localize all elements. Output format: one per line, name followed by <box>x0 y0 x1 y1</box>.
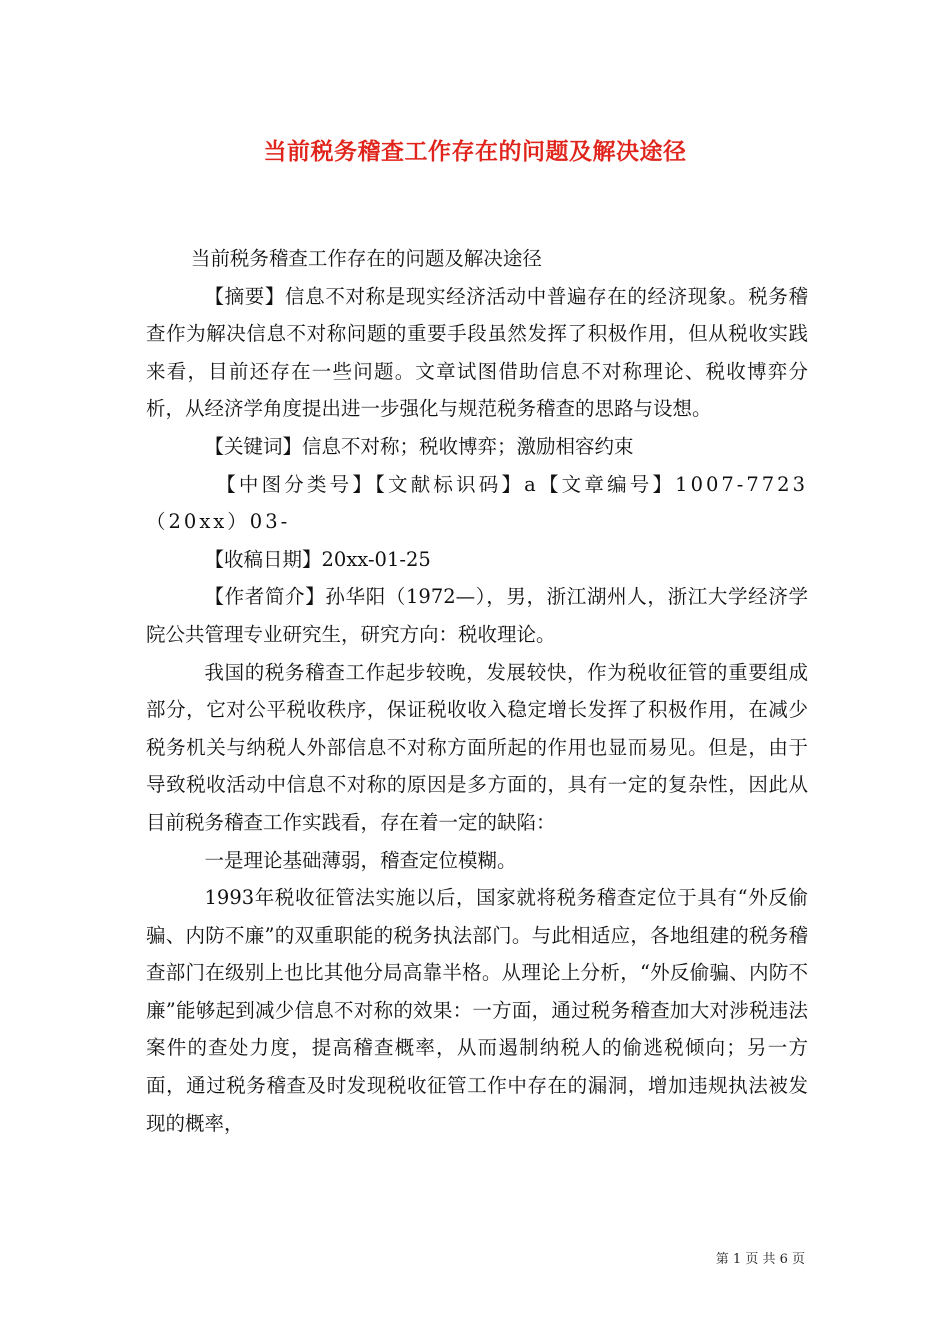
document-title: 当前税务稽查工作存在的问题及解决途径 <box>263 138 687 165</box>
body-paragraph: 我国的税务稽查工作起步较晚，发展较快，作为税收征管的重要组成部分，它对公平税收秩序，保证税收收入稳定增长发挥了积极作用，在减少税务机关与纳税人外部信息不对称方面所起的作用也显而易见。但是，由于导致税收活动中信息不对称的原因是多方面的，具有一定的复杂性，因此从目前税务稽查工作实践看，存在着一定的缺陷： <box>146 660 808 834</box>
classification-paragraph: 【中图分类号】【文献标识码】a【文章编号】1007-7723（20xx）03- <box>146 472 808 534</box>
section-heading: 一是理论基础薄弱，稽查定位模糊。 <box>204 848 517 872</box>
received-date-paragraph: 【收稿日期】20xx-01-25 <box>204 547 431 571</box>
body-heading: 当前税务稽查工作存在的问题及解决途径 <box>190 247 542 270</box>
keywords-paragraph: 【关键词】信息不对称；税收博弈；激励相容约束 <box>204 434 634 458</box>
body-paragraph: 1993年税收征管法实施以后，国家就将税务稽查定位于具有“外反偷骗、内防不廉”的双重职能的税务执法部门。与此相适应，各地组建的税务稽查部门在级别上也比其他分局高靠半格。从理论上分析，“外反偷骗、内防不廉”能够起到减少信息不对称的效果：一方面，通过税务稽查加大对涉税违法案件的查处力度，提高稽查概率，从而遏制纳税人的偷逃税倾向；另一方面，通过税务稽查及时发现税收征管工作中存在的漏洞，增加违规执法被发现的概率， <box>146 886 808 1135</box>
author-bio-paragraph: 【作者简介】孙华阳（1972—），男，浙江湖州人，浙江大学经济学院公共管理专业研究生，研究方向：税收理论。 <box>146 585 808 646</box>
page-number-footer: 第 1 页 共 6 页 <box>715 1252 805 1267</box>
abstract-paragraph: 【摘要】信息不对称是现实经济活动中普遍存在的经济现象。税务稽查作为解决信息不对称问题的重要手段虽然发挥了积极作用，但从税收实践来看，目前还存在一些问题。文章试图借助信息不对称理论、税收博弈分析，从经济学角度提出进一步强化与规范税务稽查的思路与设想。 <box>146 284 808 421</box>
document-body <box>146 240 808 1142</box>
